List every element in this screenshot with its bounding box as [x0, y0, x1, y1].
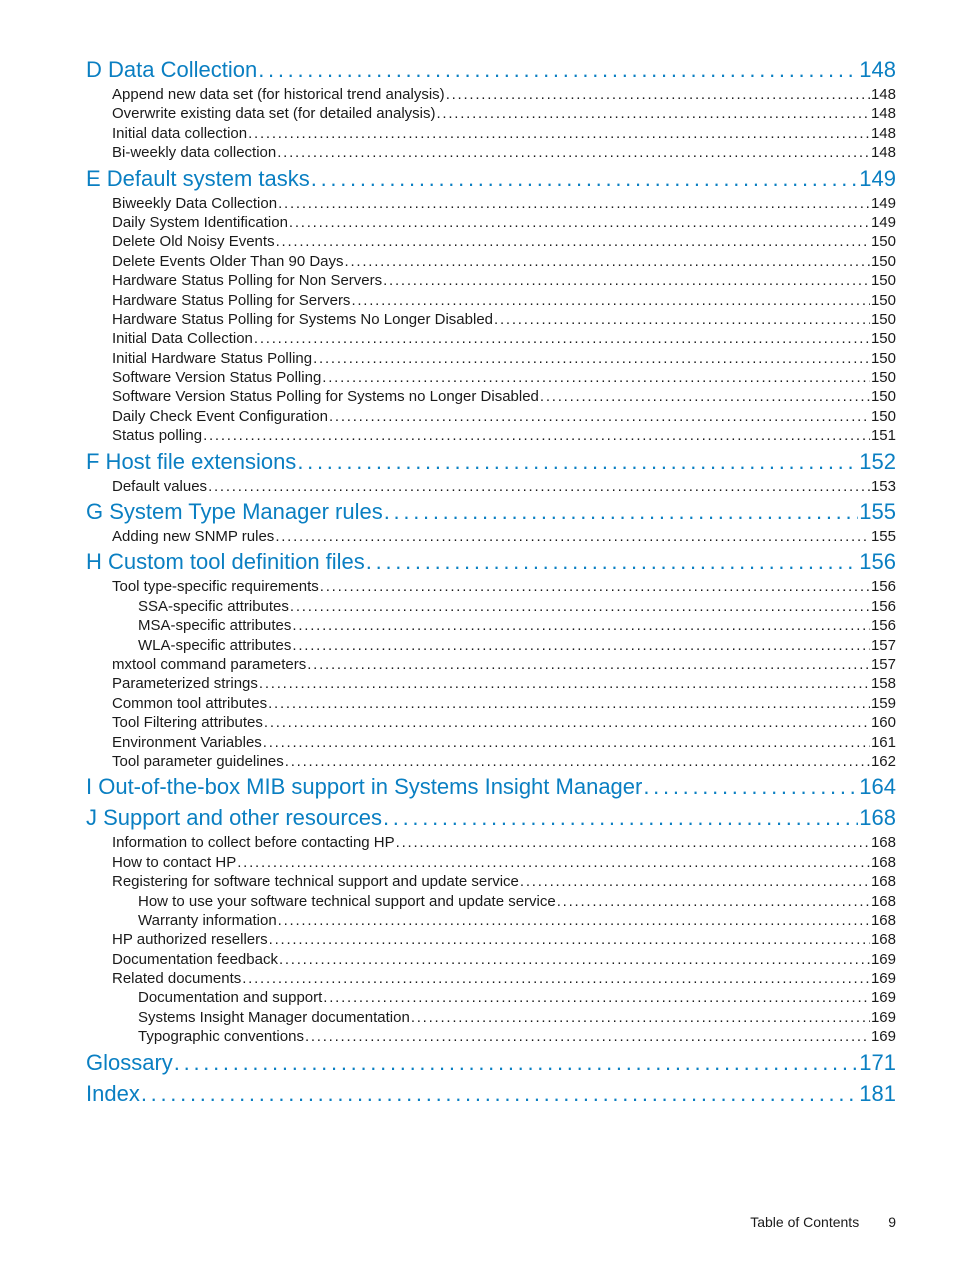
toc-entry-label: Glossary [86, 1049, 173, 1075]
toc-entry-page: 151 [870, 427, 896, 445]
toc-dot-leader [208, 477, 870, 496]
toc-entry-page: 158 [870, 675, 896, 693]
toc-section-entry[interactable] [86, 597, 896, 616]
toc-entry-page: 159 [870, 694, 896, 712]
toc-chapter-entry[interactable] [86, 496, 896, 527]
toc-dot-leader [384, 496, 859, 527]
toc-entry-page: 169 [870, 970, 896, 988]
toc-section-entry[interactable] [86, 655, 896, 674]
toc-section-entry[interactable] [86, 636, 896, 655]
toc-section-entry[interactable] [86, 616, 896, 635]
toc-entry-label: D Data Collection [86, 57, 258, 82]
toc-entry-label: Status polling [112, 427, 203, 445]
toc-entry-page: 168 [870, 873, 896, 891]
toc-section-entry[interactable] [86, 329, 896, 348]
toc-entry-label: Hardware Status Polling for Servers [112, 291, 351, 309]
toc-section-entry[interactable] [86, 426, 896, 445]
toc-dot-leader [203, 426, 870, 445]
toc-entry-label: mxtool command parameters [112, 655, 307, 673]
toc-entry-page: 171 [859, 1049, 896, 1075]
toc-entry-label: Software Version Status Polling [112, 369, 322, 387]
toc-entry-label: J Support and other resources [86, 805, 382, 831]
toc-entry-label: Overwrite existing data set (for detailed analysis) [112, 105, 436, 123]
toc-entry-page: 169 [870, 1008, 896, 1026]
toc-entry-label: How to contact HP [112, 853, 237, 871]
toc-section-entry[interactable] [86, 104, 896, 123]
toc-dot-leader [242, 969, 870, 988]
toc-entry-page: 168 [870, 853, 896, 871]
toc-entry-page: 150 [870, 252, 896, 270]
toc-entry-page: 168 [870, 834, 896, 852]
toc-entry-page: 162 [870, 752, 896, 770]
toc-dot-leader [436, 104, 869, 123]
footer-section-label: Table of Contents [750, 1214, 860, 1230]
toc-dot-leader [557, 892, 870, 911]
toc-entry-label: Index [86, 1080, 140, 1106]
toc-section-entry[interactable] [86, 674, 896, 693]
toc-entry-label: Systems Insight Manager documentation [138, 1008, 410, 1026]
toc-dot-leader [643, 771, 858, 802]
toc-section-entry[interactable] [86, 969, 896, 988]
toc-entry-page: 150 [870, 330, 896, 348]
toc-dot-leader [263, 733, 870, 752]
toc-dot-leader [277, 143, 870, 162]
toc-entry-label: H Custom tool definition files [86, 549, 365, 575]
toc-section-entry[interactable] [86, 577, 896, 596]
toc-dot-leader [290, 597, 870, 616]
toc-section-entry[interactable] [86, 1027, 896, 1046]
toc-entry-label: Common tool attributes [112, 694, 268, 712]
toc-section-entry[interactable] [86, 713, 896, 732]
toc-entry-page: 160 [870, 714, 896, 732]
toc-dot-leader [276, 232, 870, 251]
toc-dot-leader [345, 252, 870, 271]
toc-entry-page: 148 [870, 86, 896, 103]
toc-entry-label: Tool type-specific requirements [112, 578, 319, 596]
toc-section-entry[interactable] [86, 477, 896, 496]
toc-dot-leader [292, 616, 870, 635]
toc-entry-page: 168 [859, 805, 896, 831]
toc-dot-leader [285, 752, 870, 771]
toc-entry-page: 149 [870, 194, 896, 212]
toc-section-entry[interactable] [86, 271, 896, 290]
toc-entry-page: 169 [870, 1028, 896, 1046]
toc-entry-label: WLA-specific attributes [138, 636, 292, 654]
toc-entry-label: Daily System Identification [112, 213, 288, 231]
toc-entry-label: Delete Old Noisy Events [112, 233, 275, 251]
toc-entry-label: Initial data collection [112, 124, 248, 142]
toc-dot-leader [305, 1027, 870, 1046]
toc-entry-label: MSA-specific attributes [138, 617, 292, 635]
toc-dot-leader [383, 271, 870, 290]
toc-section-entry[interactable] [86, 368, 896, 387]
toc-entry-page: 168 [870, 911, 896, 929]
toc-entry-label: Append new data set (for historical trend analysis) [112, 86, 445, 103]
toc-entry-label: Warranty information [138, 911, 277, 929]
toc-section-entry[interactable] [86, 694, 896, 713]
toc-entry-page: 157 [870, 636, 896, 654]
toc-dot-leader [237, 853, 870, 872]
toc-entry-page: 156 [870, 578, 896, 596]
toc-chapter-entry[interactable] [86, 54, 896, 85]
toc-section-entry[interactable] [86, 752, 896, 771]
toc-entry-label: Information to collect before contacting HP [112, 834, 395, 852]
toc-dot-leader [278, 911, 870, 930]
toc-entry-label: Adding new SNMP rules [112, 528, 275, 546]
toc-chapter-entry[interactable] [86, 546, 896, 577]
toc-entry-label: Registering for software technical support and update service [112, 873, 519, 891]
toc-dot-leader [311, 163, 859, 194]
toc-entry-page: 150 [870, 233, 896, 251]
toc-entry-label: I Out-of-the-box MIB support in Systems Insight Manager [86, 774, 643, 800]
toc-entry-page: 156 [859, 549, 896, 575]
table-of-contents [86, 54, 896, 1109]
toc-section-entry[interactable] [86, 988, 896, 1007]
toc-dot-leader [289, 213, 870, 232]
toc-section-entry[interactable] [86, 291, 896, 310]
toc-chapter-entry[interactable] [86, 802, 896, 833]
toc-entry-label: Bi-weekly data collection [112, 144, 277, 162]
toc-chapter-entry[interactable] [86, 1047, 896, 1078]
toc-section-entry[interactable] [86, 930, 896, 949]
toc-entry-page: 150 [870, 291, 896, 309]
toc-entry-page: 149 [859, 165, 896, 191]
toc-dot-leader [411, 1008, 870, 1027]
toc-section-entry[interactable] [86, 950, 896, 969]
toc-entry-page: 156 [870, 617, 896, 635]
toc-entry-page: 156 [870, 597, 896, 615]
toc-dot-leader [313, 349, 870, 368]
toc-section-entry[interactable] [86, 911, 896, 930]
toc-dot-leader [323, 988, 870, 1007]
footer-page-number: 9 [888, 1214, 896, 1230]
toc-section-entry[interactable] [86, 853, 896, 872]
toc-entry-label: Daily Check Event Configuration [112, 407, 328, 425]
toc-entry-page: 150 [870, 310, 896, 328]
toc-section-entry[interactable] [86, 833, 896, 852]
toc-chapter-entry[interactable] [86, 446, 896, 477]
toc-entry-page: 153 [870, 477, 896, 495]
toc-section-entry[interactable] [86, 310, 896, 329]
toc-entry-page: 149 [870, 213, 896, 231]
toc-entry-label: Default values [112, 477, 208, 495]
toc-entry-page: 150 [870, 407, 896, 425]
toc-entry-page: 155 [870, 528, 896, 546]
toc-entry-page: 148 [859, 57, 896, 82]
toc-entry-label: Documentation and support [138, 989, 323, 1007]
toc-entry-page: 169 [870, 950, 896, 968]
toc-entry-label: Initial Data Collection [112, 330, 253, 348]
toc-entry-label: Tool Filtering attributes [112, 714, 263, 732]
toc-entry-page: 148 [870, 105, 896, 123]
toc-dot-leader [383, 802, 858, 833]
toc-section-entry[interactable] [86, 85, 896, 104]
toc-dot-leader [258, 54, 858, 85]
toc-dot-leader [396, 833, 870, 852]
toc-dot-leader [540, 387, 870, 406]
toc-entry-label: Typographic conventions [138, 1028, 304, 1046]
toc-dot-leader [446, 85, 870, 104]
toc-entry-label: Tool parameter guidelines [112, 752, 284, 770]
toc-dot-leader [248, 124, 870, 143]
toc-entry-page: 169 [870, 989, 896, 1007]
toc-entry-label: Hardware Status Polling for Systems No Longer Disabled [112, 310, 494, 328]
toc-section-entry[interactable] [86, 213, 896, 232]
toc-section-entry[interactable] [86, 194, 896, 213]
toc-entry-label: Delete Events Older Than 90 Days [112, 252, 344, 270]
toc-section-entry[interactable] [86, 387, 896, 406]
toc-entry-page: 148 [870, 144, 896, 162]
toc-section-entry[interactable] [86, 1008, 896, 1027]
toc-entry-page: 148 [870, 124, 896, 142]
toc-dot-leader [297, 446, 858, 477]
toc-chapter-entry[interactable] [86, 771, 896, 802]
toc-dot-leader [254, 329, 870, 348]
toc-entry-label: Software Version Status Polling for Systems no Longer Disabled [112, 388, 539, 406]
toc-chapter-entry[interactable] [86, 1078, 896, 1109]
toc-entry-page: 155 [859, 499, 896, 525]
toc-entry-label: Hardware Status Polling for Non Servers [112, 272, 383, 290]
toc-entry-page: 168 [870, 931, 896, 949]
toc-entry-page: 150 [870, 349, 896, 367]
toc-section-entry[interactable] [86, 143, 896, 162]
toc-dot-leader [279, 950, 870, 969]
toc-entry-page: 150 [870, 272, 896, 290]
toc-dot-leader [366, 546, 858, 577]
toc-entry-page: 181 [859, 1080, 896, 1106]
toc-section-entry[interactable] [86, 872, 896, 891]
toc-dot-leader [174, 1047, 858, 1078]
toc-section-entry[interactable] [86, 527, 896, 546]
toc-dot-leader [259, 674, 870, 693]
toc-entry-label: Related documents [112, 970, 242, 988]
toc-dot-leader [141, 1078, 858, 1109]
toc-entry-page: 161 [870, 733, 896, 751]
toc-chapter-entry[interactable] [86, 163, 896, 194]
toc-section-entry[interactable] [86, 349, 896, 368]
toc-entry-label: Parameterized strings [112, 675, 258, 693]
toc-dot-leader [329, 407, 870, 426]
toc-dot-leader [520, 872, 870, 891]
toc-entry-label: How to use your software technical support and update service [138, 892, 556, 910]
toc-section-entry[interactable] [86, 733, 896, 752]
toc-entry-page: 157 [870, 655, 896, 673]
toc-dot-leader [269, 930, 870, 949]
toc-entry-label: E Default system tasks [86, 165, 310, 191]
toc-dot-leader [494, 310, 870, 329]
toc-entry-label: HP authorized resellers [112, 931, 268, 949]
page-footer [750, 1214, 896, 1230]
toc-entry-label: Environment Variables [112, 733, 262, 751]
toc-dot-leader [307, 655, 870, 674]
toc-entry-page: 150 [870, 388, 896, 406]
toc-entry-label: Initial Hardware Status Polling [112, 349, 313, 367]
toc-section-entry[interactable] [86, 407, 896, 426]
toc-dot-leader [351, 291, 870, 310]
toc-dot-leader [292, 636, 870, 655]
toc-section-entry[interactable] [86, 892, 896, 911]
toc-entry-label: SSA-specific attributes [138, 597, 289, 615]
toc-dot-leader [264, 713, 870, 732]
toc-section-entry[interactable] [86, 124, 896, 143]
toc-entry-page: 164 [859, 774, 896, 800]
toc-entry-label: G System Type Manager rules [86, 499, 383, 525]
toc-entry-label: Biweekly Data Collection [112, 194, 278, 212]
toc-dot-leader [275, 527, 870, 546]
toc-section-entry[interactable] [86, 232, 896, 251]
toc-dot-leader [320, 577, 870, 596]
toc-dot-leader [322, 368, 870, 387]
toc-section-entry[interactable] [86, 252, 896, 271]
toc-entry-page: 152 [859, 448, 896, 474]
toc-entry-label: F Host file extensions [86, 448, 297, 474]
toc-entry-page: 168 [870, 892, 896, 910]
toc-entry-label: Documentation feedback [112, 950, 278, 968]
toc-dot-leader [268, 694, 870, 713]
toc-dot-leader [278, 194, 870, 213]
toc-entry-page: 150 [870, 369, 896, 387]
